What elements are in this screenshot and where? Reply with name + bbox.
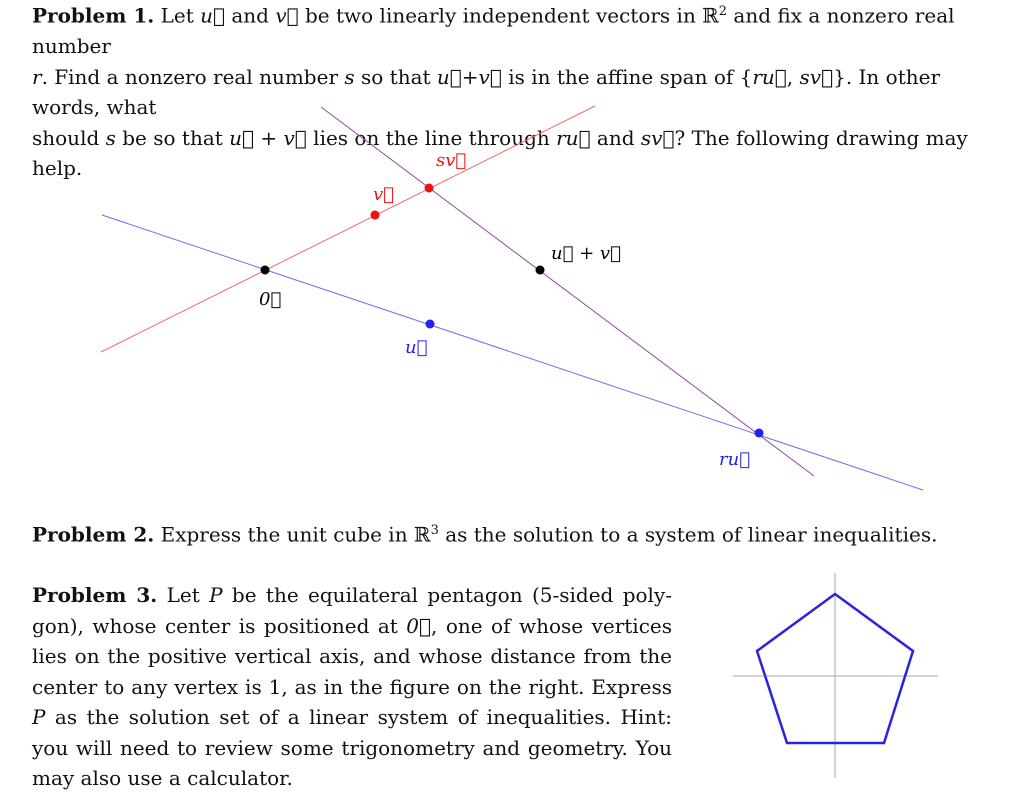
point-u-plus-v (536, 266, 545, 275)
math-v: v⃗ (275, 3, 299, 28)
math-P: P (32, 705, 46, 729)
problem-2-text (32, 516, 997, 550)
point-ru (755, 429, 764, 438)
label-u: u⃗ (405, 337, 428, 358)
math-P: P (209, 583, 223, 607)
text: and (225, 3, 276, 28)
point-u (426, 320, 435, 329)
math-zero: 0⃗ (406, 613, 432, 638)
text: and fix a nonzero real number (32, 3, 955, 59)
text: be so that (115, 125, 230, 150)
text: Let (157, 583, 210, 607)
label-sv: sv⃗ (436, 150, 467, 171)
point-zero (261, 266, 270, 275)
math-sv: sv⃗ (640, 125, 675, 150)
superscript: 2 (718, 4, 728, 19)
text: , one of whose vertices lies on the positive vertical axis, and whose distance from the center to any vertex is 1, as in the figure on the right. Express (32, 613, 672, 699)
blue-line-span-u (102, 215, 923, 490)
text: be the equilateral pentagon (5-sided poly- gon), whose center is positioned at (32, 583, 672, 638)
math-ru: ru⃗ (752, 64, 787, 89)
text: as the solution set of a linear system of inequalities. Hint: you will need to review some trigonometry and geometry. You may also use a calculator. (32, 705, 672, 790)
text: so that (354, 64, 437, 89)
text: as the solution to a system of linear inequalities. (438, 522, 938, 547)
math-u: u⃗ (200, 3, 225, 28)
text: is in the affine span of { (501, 64, 753, 89)
text: ? The following drawing may help. (32, 125, 968, 181)
text: be two linearly independent vectors in ℝ (298, 3, 719, 28)
math-r: r (32, 64, 42, 89)
math-sv: sv⃗ (799, 64, 834, 89)
label-ru: ru⃗ (719, 449, 750, 470)
point-sv (425, 184, 434, 193)
text: lies on the line through (306, 125, 557, 150)
math-u-plus-v: u⃗ + v⃗ (229, 125, 307, 150)
label-v: v⃗ (373, 184, 394, 205)
point-v (371, 211, 380, 220)
text: Express the unit cube in ℝ (154, 522, 431, 547)
text: and (590, 125, 641, 150)
label-zero: 0⃗ (259, 289, 282, 310)
text: }. In other words, what (32, 64, 941, 120)
purple-line-affine (321, 107, 814, 476)
text: should (32, 125, 106, 150)
math-s: s (344, 64, 355, 89)
problem-2-label: Problem 2. (32, 522, 155, 547)
problem-3-text (32, 580, 672, 794)
problem-3-label: Problem 3. (32, 583, 158, 607)
label-u-plus-v: u⃗ + v⃗ (551, 243, 621, 264)
math-s: s (105, 125, 116, 150)
text: Let (154, 3, 201, 28)
problem-1-label: Problem 1. (32, 3, 155, 28)
math-u-plus-v: u⃗+v⃗ (436, 64, 502, 89)
red-line-span-v (101, 106, 595, 352)
text: . Find a nonzero real number (41, 64, 345, 89)
math-ru: ru⃗ (556, 125, 591, 150)
text: , (786, 64, 800, 89)
superscript: 3 (430, 523, 439, 538)
